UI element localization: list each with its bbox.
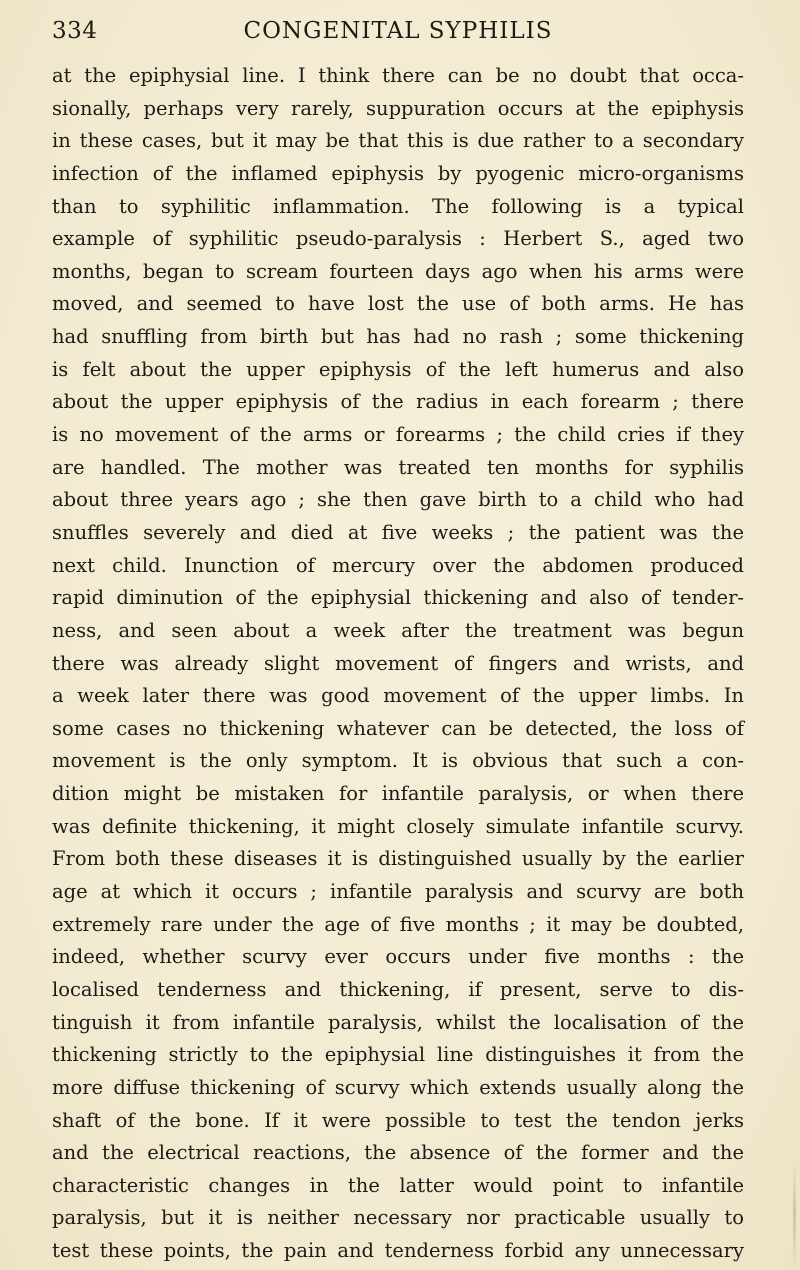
text-line: age at which it occurs ; infantile paralysis and scurvy are both — [52, 880, 744, 904]
text-line: about three years ago ; she then gave birth to a child who had — [52, 488, 744, 512]
text-line: was definite thickening, it might closely simulate infantile scurvy. — [52, 814, 744, 838]
text-line: tinguish it from infantile paralysis, whilst the localisation of the — [52, 1010, 744, 1034]
text-line: months, began to scream fourteen days ago when his arms were — [52, 259, 744, 283]
text-line: dition might be mistaken for infantile paralysis, or when there — [52, 782, 744, 806]
text-line: and the electrical reactions, the absence of the former and the — [52, 1141, 744, 1165]
text-line: had snuffling from birth but has had no rash ; some thickening — [52, 325, 744, 349]
page-edge-shadow — [793, 1160, 796, 1270]
text-line: than to syphilitic inflammation. The following is a typical — [52, 194, 744, 218]
text-line: test these points, the pain and tenderness forbid any unnecessary — [52, 1239, 744, 1263]
running-title: CONGENITAL SYPHILIS — [243, 18, 553, 44]
text-line: in these cases, but it may be that this is due rather to a secondary — [52, 129, 744, 153]
text-line: are handled. The mother was treated ten months for syphilis — [52, 455, 744, 479]
text-line: next child. Inunction of mercury over the abdomen produced — [52, 553, 744, 577]
text-line: there was already slight movement of fingers and wrists, and — [52, 651, 744, 675]
text-line: snuffles severely and died at five weeks ; the patient was the — [52, 520, 744, 544]
text-line: moved, and seemed to have lost the use of both arms. He has — [52, 292, 744, 316]
text-line: paralysis, but it is neither necessary nor practicable usually to — [52, 1206, 744, 1230]
text-line: thickening strictly to the epiphysial line distinguishes it from the — [52, 1043, 744, 1067]
text-line: characteristic changes in the latter would point to infantile — [52, 1173, 744, 1197]
text-line: infection of the inflamed epiphysis by pyogenic micro-organisms — [52, 161, 744, 185]
text-line: From both these diseases it is distinguished usually by the earlier — [52, 847, 744, 871]
text-line: example of syphilitic pseudo-paralysis : Herbert S., aged two — [52, 227, 744, 251]
text-line: localised tenderness and thickening, if present, serve to dis- — [52, 977, 744, 1001]
text-line: extremely rare under the age of five months ; it may be doubted, — [52, 912, 744, 936]
text-line: some cases no thickening whatever can be detected, the loss of — [52, 716, 744, 740]
text-line: is no movement of the arms or forearms ; the child cries if they — [52, 423, 744, 447]
body-text — [52, 60, 744, 1268]
text-line: ness, and seen about a week after the treatment was begun — [52, 618, 744, 642]
text-line: movement is the only symptom. It is obvious that such a con- — [52, 749, 744, 773]
text-line: shaft of the bone. If it were possible to test the tendon jerks — [52, 1108, 744, 1132]
text-line: is felt about the upper epiphysis of the left humerus and also — [52, 357, 744, 381]
text-line: a week later there was good movement of the upper limbs. In — [52, 684, 744, 708]
text-line: at the epiphysial line. I think there can be no doubt that occa- — [52, 64, 744, 87]
text-line: rapid diminution of the epiphysial thickening and also of tender- — [52, 586, 744, 610]
running-head — [52, 18, 744, 52]
text-line: indeed, whether scurvy ever occurs under five months : the — [52, 945, 744, 969]
page-number: 334 — [52, 18, 98, 44]
text-line: sionally, perhaps very rarely, suppuration occurs at the epiphysis — [52, 96, 744, 120]
text-line: about the upper epiphysis of the radius in each forearm ; there — [52, 390, 744, 414]
text-line: more diffuse thickening of scurvy which extends usually along the — [52, 1075, 744, 1099]
